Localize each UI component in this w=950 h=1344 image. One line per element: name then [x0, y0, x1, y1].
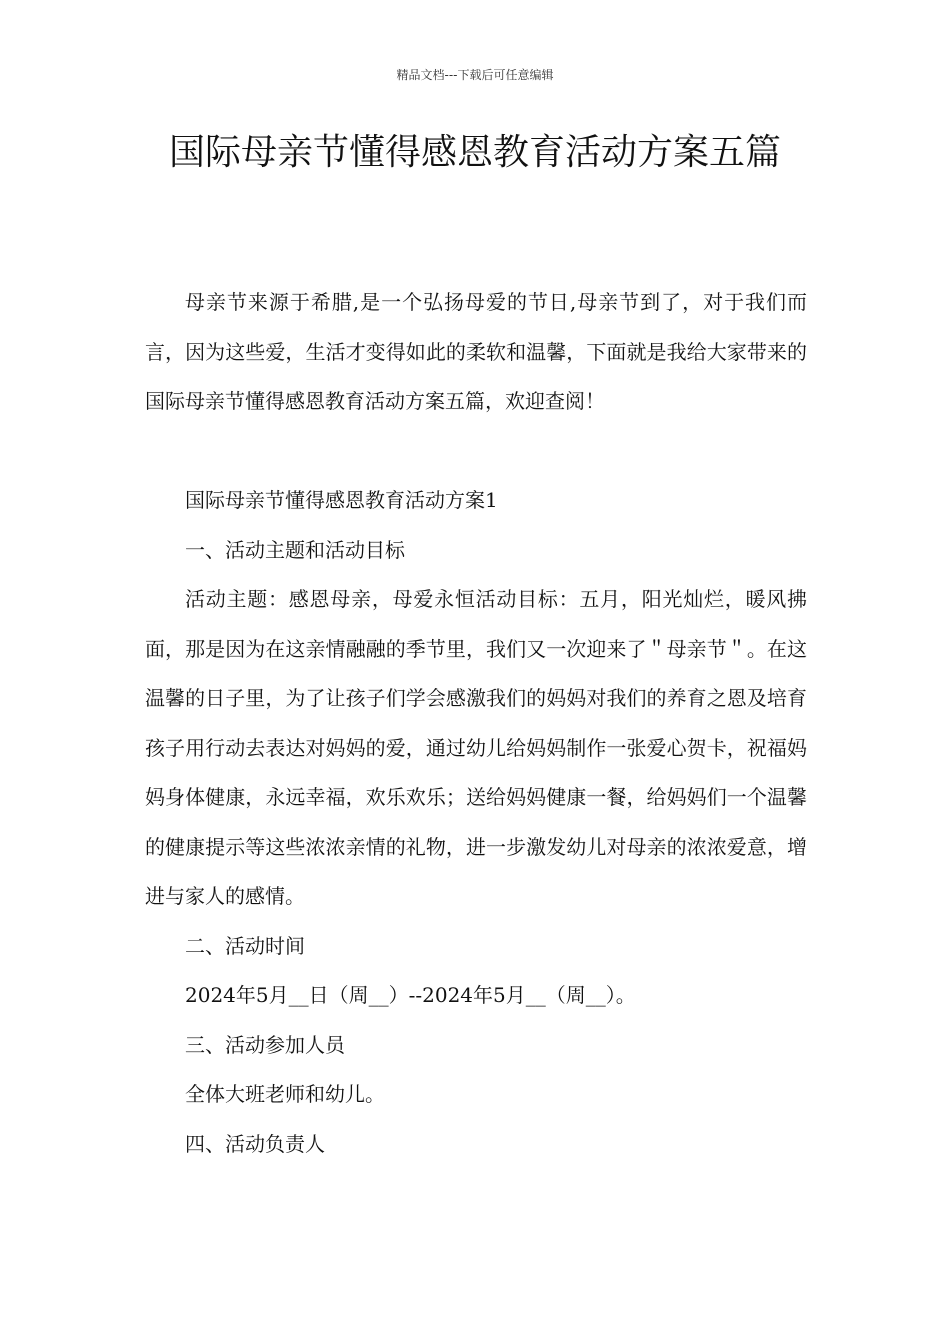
section-body-1: 活动主题：感恩母亲，母爱永恒活动目标：五月，阳光灿烂，暖风拂面，那是因为在这亲情融融的季节里，我们又一次迎来了＂母亲节＂。在这温馨的日子里，为了让孩子们学会感激我们的妈妈对我们的养育之恩及培育孩子用行动去表达对妈妈的爱，通过幼儿给妈妈制作一张爱心贺卡，祝福妈妈身体健康，永远幸福，欢乐欢乐；送给妈妈健康一餐，给妈妈们一个温馨的健康提示等这些浓浓亲情的礼物，进一步激发幼儿对母亲的浓浓爱意，增进与家人的感情。 [145, 587, 807, 908]
header-note: 精品文档---下载后可任意编辑 [396, 68, 554, 82]
section-heading-1: 一、活动主题和活动目标 [185, 537, 405, 562]
section-heading-3: 三、活动参加人员 [185, 1032, 345, 1057]
section-heading-2: 二、活动时间 [185, 933, 305, 958]
section-body-3: 全体大班老师和幼儿。 [185, 1082, 385, 1106]
intro-paragraph: 母亲节来源于希腊,是一个弘扬母爱的节日,母亲节到了，对于我们而言，因为这些爱，生活才变得如此的柔软和温馨，下面就是我给大家带来的国际母亲节懂得感恩教育活动方案五篇，欢迎查阅！ [145, 290, 807, 413]
document-title: 国际母亲节懂得感恩教育活动方案五篇 [168, 132, 781, 173]
section-body-2: 2024年5月__日（周__）--2024年5月__（周__）。 [185, 983, 636, 1007]
document-body [145, 278, 807, 1169]
section-heading-4: 四、活动负责人 [185, 1131, 325, 1156]
spacer [145, 427, 807, 477]
plan-title: 国际母亲节懂得感恩教育活动方案1 [185, 488, 498, 512]
